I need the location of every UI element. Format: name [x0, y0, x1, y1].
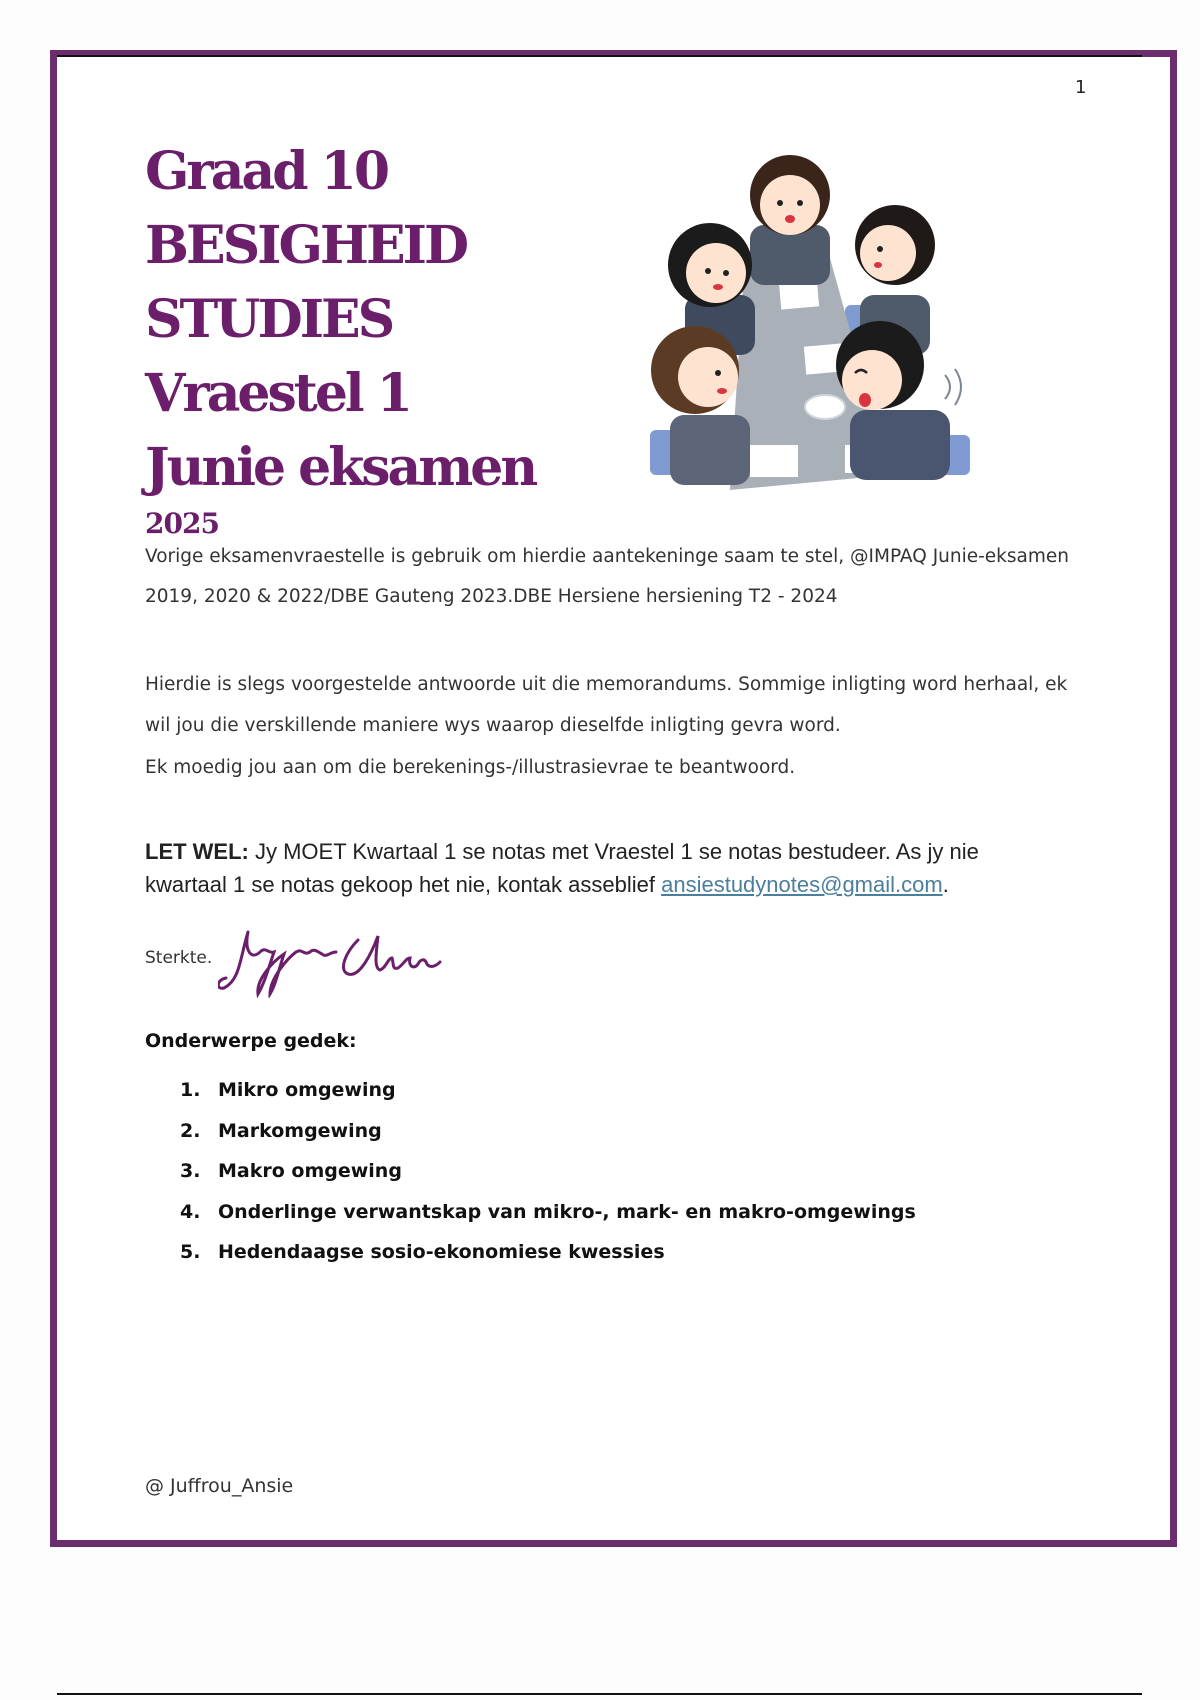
author-handle: @ Juffrou_Ansie [145, 1475, 294, 1497]
business-meeting-illustration [650, 145, 1005, 515]
handwritten-signature [218, 918, 443, 998]
intro-line: Vorige eksamenvraestelle is gebruik om hierdie aantekeninge saam te stel, @IMPAQ Junie-eksamen [145, 546, 1069, 567]
note-label: LET WEL: [145, 839, 249, 864]
title-line: Graad 10 [145, 141, 388, 202]
title-line: Junie eksamen [145, 437, 536, 498]
topic-item [180, 1151, 916, 1192]
sterkte-text: Sterkte. [145, 948, 213, 968]
topic-label: Makro omgewing [218, 1160, 402, 1182]
topic-number: 3. [180, 1160, 201, 1182]
title-line: BESIGHEID [145, 215, 467, 276]
top-rule [57, 55, 1142, 57]
note-end: . [942, 872, 949, 897]
topic-number: 1. [180, 1079, 201, 1101]
email-link[interactable]: ansiestudynotes@gmail.com [661, 872, 943, 897]
title-block [145, 135, 535, 540]
topic-number: 5. [180, 1241, 201, 1263]
title-line: Vraestel 1 [145, 363, 410, 424]
topic-item [180, 1192, 916, 1233]
topic-label: Hedendaagse sosio-ekonomiese kwessies [218, 1241, 665, 1263]
topic-label: Markomgewing [218, 1119, 382, 1142]
topics-list [180, 1070, 916, 1273]
intro-line: 2019, 2020 & 2022/DBE Gauteng 2023.DBE Hersiene hersiening T2 - 2024 [145, 586, 838, 607]
memo-line: Ek moedig jou aan om die berekenings-/illustrasievrae te beantwoord. [145, 757, 796, 778]
topic-item [180, 1070, 916, 1111]
page-number: 1 [1075, 77, 1087, 98]
note-text: Jy MOET Kwartaal 1 se notas met Vraestel 1 se notas bestudeer. As jy nie kwartaal 1 se notas gekoop het nie, kontak asseblief [145, 839, 979, 897]
title-line: STUDIES [145, 289, 393, 350]
topics-heading: Onderwerpe gedek: [145, 1030, 357, 1052]
topic-number: 2. [180, 1119, 201, 1142]
memo-line: wil jou die verskillende maniere wys waarop dieselfde inligting gevra word. [145, 715, 841, 736]
topic-item [180, 1111, 916, 1152]
topic-item [180, 1232, 916, 1273]
important-note [145, 835, 1065, 901]
bottom-rule [57, 1693, 1142, 1695]
topic-label: Mikro omgewing [218, 1079, 396, 1101]
topic-label: Onderlinge verwantskap van mikro-, mark- en makro-omgewings [218, 1200, 916, 1223]
title-year: 2025 [145, 507, 219, 540]
topic-number: 4. [180, 1200, 201, 1223]
memo-line: Hierdie is slegs voorgestelde antwoorde uit die memorandums. Sommige inligting word herhaal, ek [145, 674, 1068, 695]
